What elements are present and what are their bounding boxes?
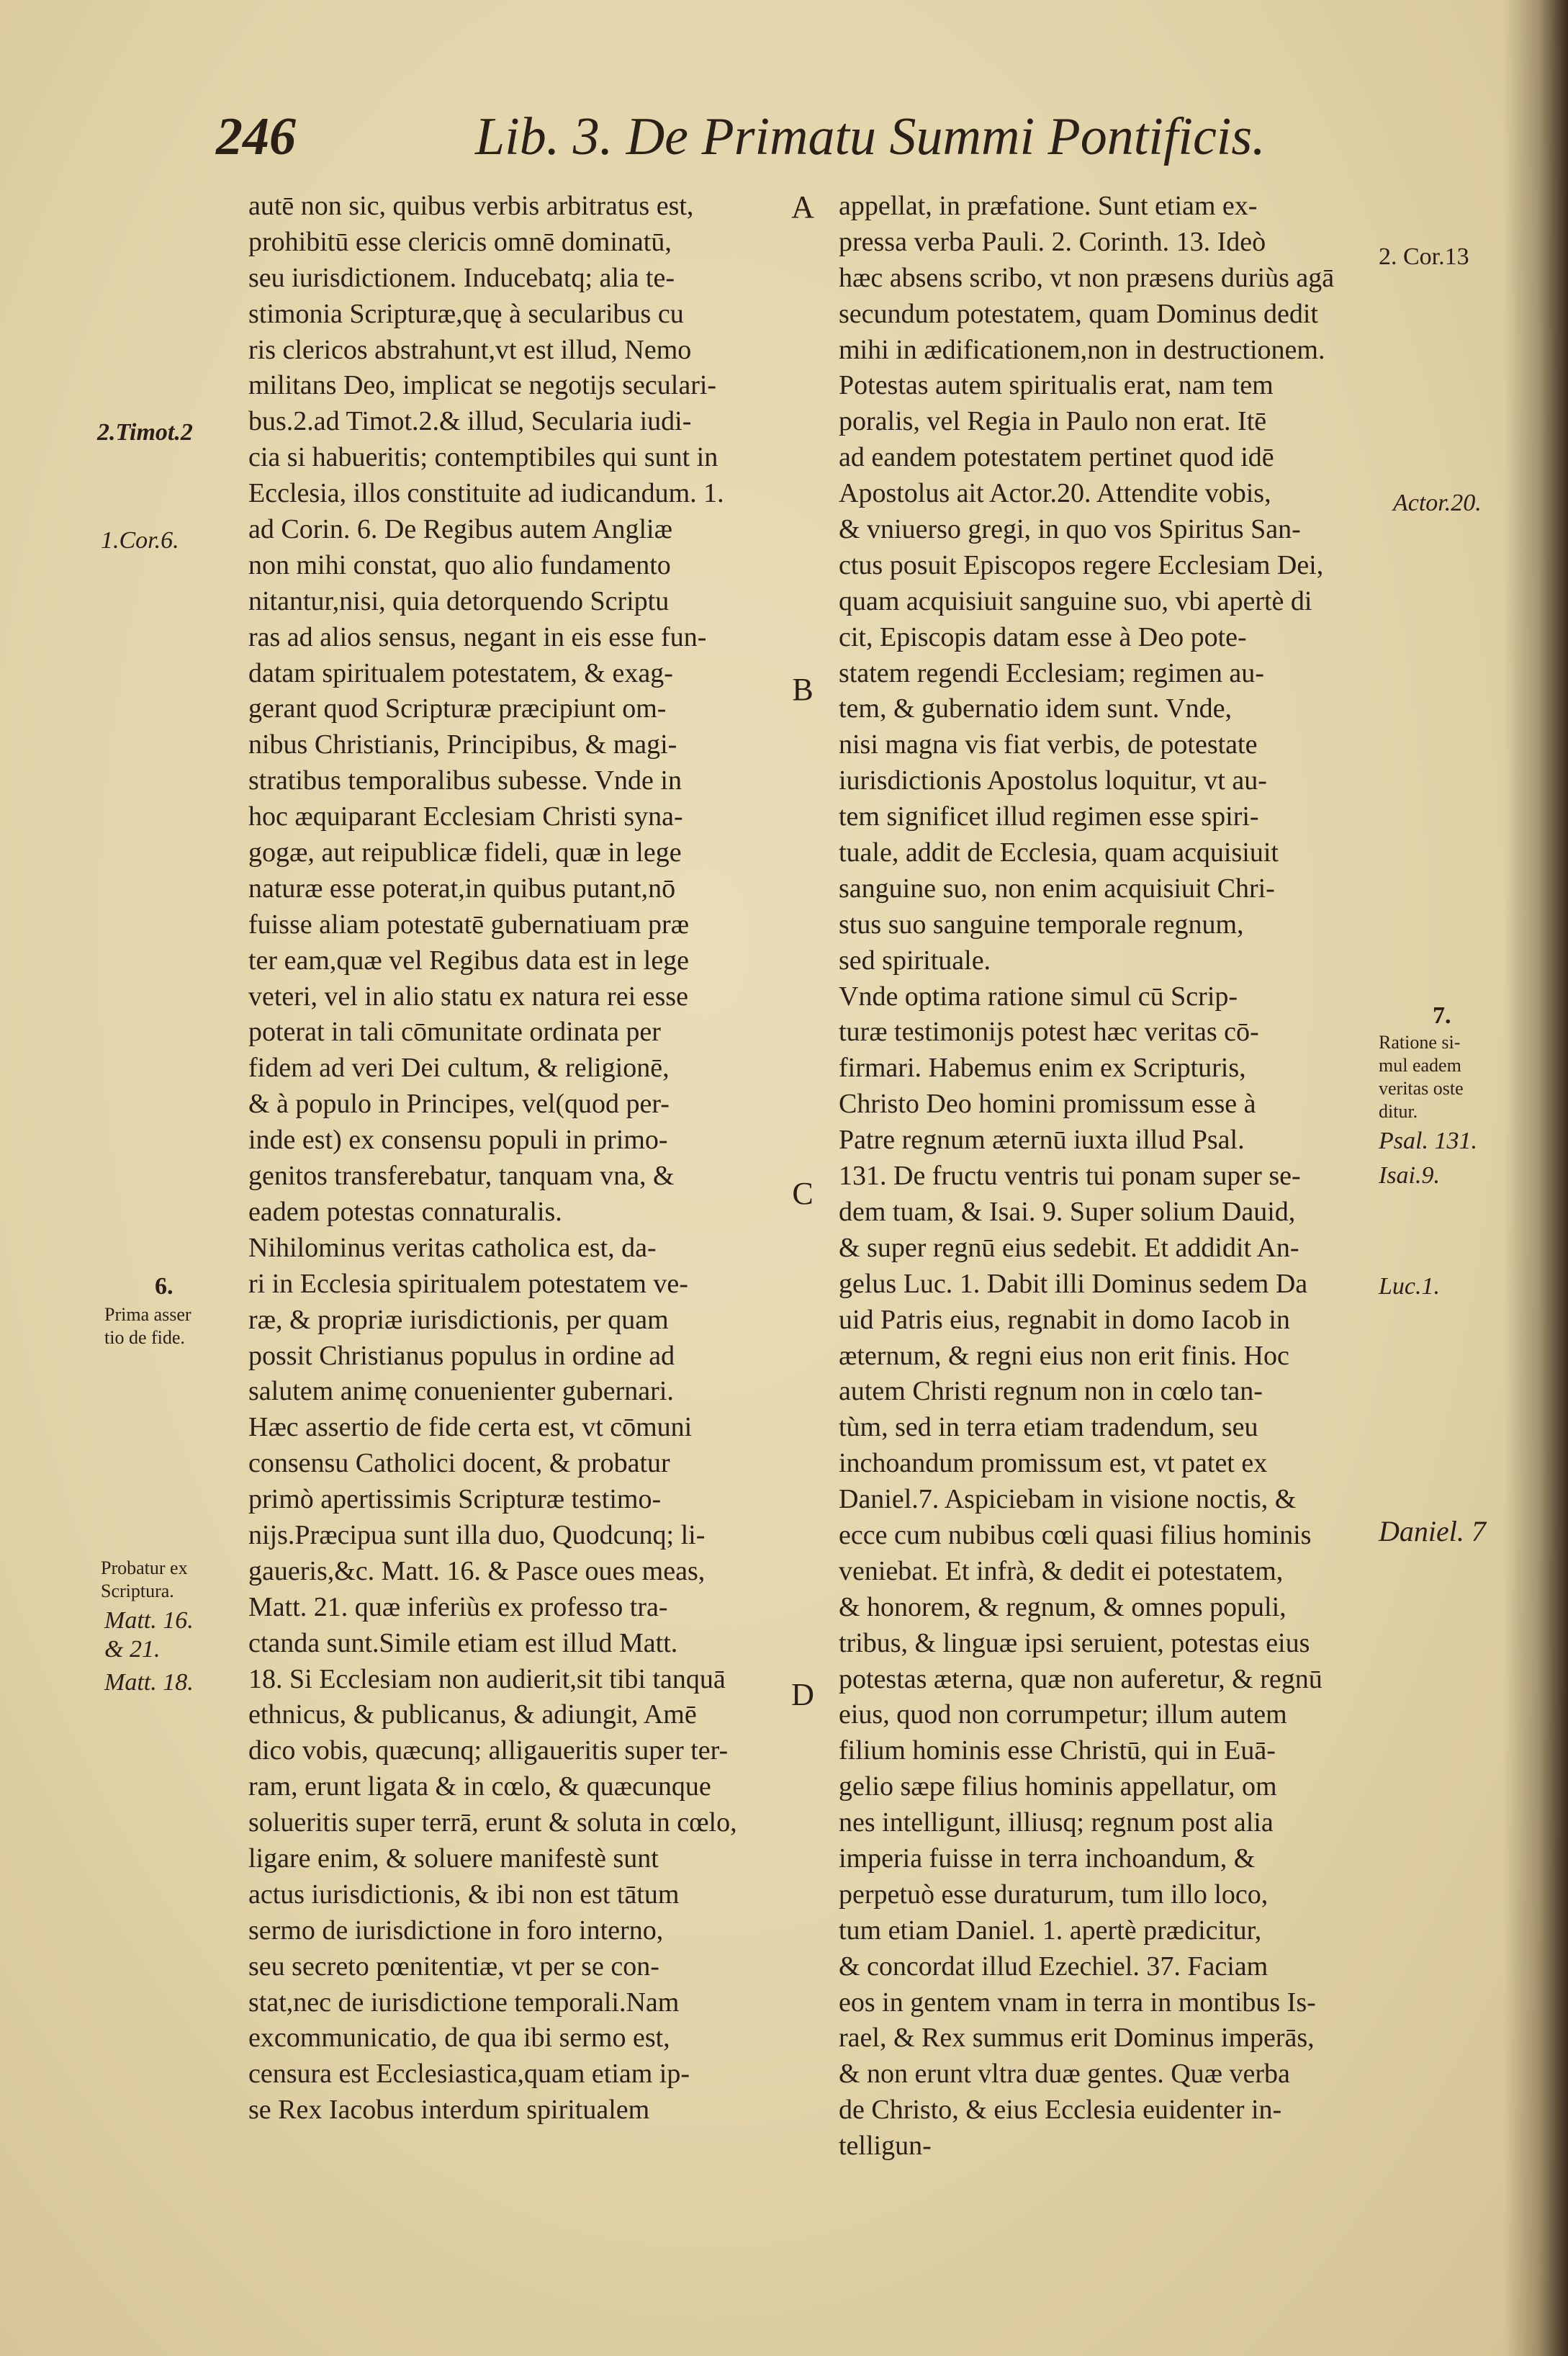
text-line: excommunicatio, de qua ibi sermo est, — [248, 2023, 670, 2054]
text-line: Daniel.7. Aspiciebam in visione noctis, & — [839, 1484, 1297, 1515]
text-line: & honorem, & regnum, & omnes populi, — [839, 1591, 1287, 1622]
text-line: non mihi constat, quo alio fundamento — [248, 549, 671, 580]
text-line: Matt. 21. quæ inferiùs ex professo tra- — [248, 1591, 668, 1622]
margin-note-probatur-line2: Scriptura. — [101, 1581, 174, 1601]
text-line: ræ, & propriæ iurisdictionis, per quam — [248, 1304, 669, 1335]
margin-note-cor: 1.Cor.6. — [101, 527, 179, 554]
margin-note-psal: Psal. 131. — [1379, 1128, 1477, 1154]
text-line: militans Deo, implicat se negotijs seculari- — [248, 370, 717, 401]
text-line: perpetuò esse duraturum, tum illo loco, — [839, 1879, 1269, 1910]
text-line: fuisse aliam potestatē gubernatiuam præ — [248, 909, 690, 940]
text-line: poterat in tali cōmunitate ordinata per — [248, 1017, 661, 1048]
margin-note-ratio-line3: veritas oste — [1379, 1078, 1464, 1099]
text-line: eius, quod non corrumpetur; illum autem — [839, 1699, 1287, 1730]
text-line: hoc æquiparant Ecclesiam Christi syna- — [248, 801, 683, 832]
text-line: iurisdictionis Apostolus loquitur, vt au- — [839, 765, 1267, 796]
text-line: & super regnū eius sedebit. Et addidit An- — [839, 1232, 1299, 1263]
text-line: 18. Si Ecclesiam non audierit,sit tibi tanquā — [248, 1663, 726, 1694]
text-line: & vniuerso gregi, in quo vos Spiritus San- — [839, 514, 1301, 545]
text-line: gaueris,&c. Matt. 16. & Pasce oues meas, — [248, 1555, 706, 1586]
text-line: possit Christianus populus in ordine ad — [248, 1340, 675, 1371]
text-line: quam acquisiuit sanguine suo, vbi apertè di — [839, 585, 1312, 616]
text-line: imperia fuisse in terra inchoandum, & — [839, 1843, 1256, 1874]
text-line: nes intelligunt, illiusq; regnum post alia — [839, 1807, 1274, 1838]
text-line: seu secreto pœnitentiæ, vt per se con- — [248, 1951, 659, 1982]
running-title: Lib. 3. De Primatu Summi Pontificis. — [475, 107, 1266, 166]
text-line: filium hominis esse Christū, qui in Euā- — [839, 1735, 1276, 1766]
margin-note-matt16: Matt. 16. — [104, 1607, 194, 1634]
text-line: censura est Ecclesiastica,quam etiam ip- — [248, 2059, 690, 2090]
text-line: tuale, addit de Ecclesia, quam acquisiuit — [839, 837, 1279, 868]
text-line: Patre regnum æternū iuxta illud Psal. — [839, 1125, 1245, 1156]
text-line: 131. De fructu ventris tui ponam super se- — [839, 1161, 1301, 1192]
text-line: rael, & Rex summus erit Dominus imperās, — [839, 2023, 1315, 2054]
text-line: ctanda sunt.Simile etiam est illud Matt. — [248, 1627, 678, 1658]
text-line: ecce cum nubibus cœli quasi filius hominis — [839, 1519, 1312, 1550]
text-line: dem tuam, & Isai. 9. Super solium Dauid, — [839, 1196, 1296, 1227]
text-line: eadem potestas connaturalis. — [248, 1196, 562, 1227]
text-line: & concordat illud Ezechiel. 37. Faciam — [839, 1951, 1269, 1982]
text-line: Nihilominus veritas catholica est, da- — [248, 1232, 657, 1263]
text-line: stratibus temporalibus subesse. Vnde in — [248, 765, 682, 796]
text-line: Christo Deo homini promissum esse à — [839, 1089, 1256, 1120]
text-line: ad Corin. 6. De Regibus autem Angliæ — [248, 514, 672, 545]
text-line: stus suo sanguine temporale regnum, — [839, 909, 1244, 940]
margin-note-section-6: 6. — [155, 1273, 174, 1300]
margin-note-cor13: 2. Cor.13 — [1379, 243, 1469, 270]
text-line: actus iurisdictionis, & ibi non est tātum — [248, 1879, 680, 1910]
text-line: autem Christi regnum non in cœlo tan- — [839, 1376, 1263, 1407]
margin-note-daniel: Daniel. 7 — [1379, 1515, 1486, 1547]
text-line: sanguine suo, non enim acquisiuit Chri- — [839, 873, 1275, 904]
text-line: ri in Ecclesia spiritualem potestatem ve- — [248, 1268, 688, 1299]
text-line: ctus posuit Episcopos regere Ecclesiam Dei, — [839, 549, 1324, 580]
text-line: Ecclesia, illos constituite ad iudicandum. 1. — [248, 478, 724, 509]
margin-note-luc: Luc.1. — [1379, 1273, 1440, 1300]
text-line: autē non sic, quibus verbis arbitratus est, — [248, 191, 694, 221]
text-line: nijs.Præcipua sunt illa duo, Quodcunq; li- — [248, 1519, 706, 1550]
text-line: bus.2.ad Timot.2.& illud, Secularia iudi- — [248, 406, 692, 437]
text-line: tum etiam Daniel. 1. apertè prædicitur, — [839, 1915, 1262, 1946]
text-line: cia si habueritis; contemptibiles qui sunt in — [248, 442, 718, 473]
text-line: veteri, vel in alio statu ex natura rei esse — [248, 981, 688, 1012]
section-letter-b: B — [792, 672, 814, 707]
text-line: de Christo, & eius Ecclesia euidenter in- — [839, 2095, 1282, 2126]
text-line: ram, erunt ligata & in cœlo, & quæcunque — [248, 1771, 711, 1802]
text-line: gelus Luc. 1. Dabit illi Dominus sedem Da — [839, 1268, 1308, 1299]
text-line: Hæc assertio de fide certa est, vt cōmuni — [248, 1412, 693, 1443]
text-line: sed spirituale. — [839, 945, 991, 976]
text-line: Apostolus ait Actor.20. Attendite vobis, — [839, 478, 1271, 509]
margin-note-ratio-line1: Ratione si- — [1379, 1032, 1461, 1053]
text-line: potestas æterna, quæ non auferetur, & regnū — [839, 1663, 1323, 1694]
text-line: fidem ad veri Dei cultum, & religionē, — [248, 1053, 670, 1084]
margin-note-probatur-line1: Probatur ex — [101, 1557, 188, 1578]
text-line: gelio sæpe filius hominis appellatur, om — [839, 1771, 1277, 1802]
text-line: tùm, sed in terra etiam tradendum, seu — [839, 1412, 1258, 1443]
right-text-column — [839, 189, 1364, 2164]
margin-note-timot: 2.Timot.2 — [97, 419, 193, 446]
text-line: tem significet illud regimen esse spiri- — [839, 801, 1259, 832]
text-line: sermo de iurisdictione in foro interno, — [248, 1915, 664, 1946]
left-text-column — [248, 189, 768, 2128]
margin-note-ratio-line2: mul eadem — [1379, 1055, 1461, 1076]
text-line: cit, Episcopis datam esse à Deo pote- — [839, 621, 1247, 652]
text-line: & à populo in Principes, vel(quod per- — [248, 1089, 670, 1120]
page-header — [216, 107, 1281, 164]
margin-note-assertio-line2: tio de fide. — [104, 1327, 185, 1348]
text-line: primò apertissimis Scripturæ testimo- — [248, 1484, 662, 1515]
text-line: nisi magna vis fiat verbis, de potestate — [839, 729, 1258, 760]
text-line: naturæ esse poterat,in quibus putant,nō — [248, 873, 676, 904]
text-line: nibus Christianis, Principibus, & magi- — [248, 729, 677, 760]
text-line: secundum potestatem, quam Dominus dedit — [839, 298, 1318, 329]
text-line: gogæ, aut reipublicæ fideli, quæ in lege — [248, 837, 682, 868]
text-line: stat,nec de iurisdictione temporali.Nam — [248, 1987, 680, 2018]
section-letter-c: C — [792, 1176, 814, 1211]
text-line: ligare enim, & soluere manifestè sunt — [248, 1843, 659, 1874]
text-line: appellat, in præfatione. Sunt etiam ex- — [839, 191, 1258, 221]
text-line: consensu Catholici docent, & probatur — [248, 1448, 670, 1479]
text-line: poralis, vel Regia in Paulo non erat. Itē — [839, 406, 1267, 437]
text-line: tribus, & linguæ ipsi seruient, potestas eius — [839, 1627, 1310, 1658]
margin-note-isai: Isai.9. — [1379, 1162, 1440, 1189]
text-line: prohibitū esse clericis omnē dominatū, — [248, 226, 672, 257]
text-line: & non erunt vltra duæ gentes. Quæ verba — [839, 2059, 1290, 2090]
text-line: firmari. Habemus enim ex Scripturis, — [839, 1053, 1246, 1084]
text-line: tem, & gubernatio idem sunt. Vnde, — [839, 693, 1232, 724]
page-number: 246 — [216, 107, 296, 166]
margin-note-actor: Actor.20. — [1393, 490, 1482, 516]
margin-note-section-7: 7. — [1433, 1002, 1451, 1029]
text-line: veniebat. Et infrà, & dedit ei potestatem, — [839, 1555, 1284, 1586]
text-line: ras ad alios sensus, negant in eis esse fun- — [248, 621, 707, 652]
text-line: datam spiritualem potestatem, & exag- — [248, 657, 673, 688]
text-line: genitos transferebatur, tanquam vna, & — [248, 1161, 675, 1192]
page-gutter-shadow — [1503, 0, 1568, 2356]
text-line: seu iurisdictionem. Inducebatq; alia te- — [248, 262, 675, 293]
text-line: ris clericos abstrahunt,vt est illud, Nemo — [248, 334, 692, 365]
text-line: inchoandum promissum est, vt patet ex — [839, 1448, 1268, 1479]
text-line: ter eam,quæ vel Regibus data est in lege — [248, 945, 690, 976]
text-line: se Rex Iacobus interdum spiritualem — [248, 2095, 650, 2126]
text-line: mihi in ædificationem,non in destructionem. — [839, 334, 1325, 365]
text-line: Vnde optima ratione simul cū Scrip- — [839, 981, 1238, 1012]
margin-note-and21: & 21. — [104, 1636, 161, 1663]
text-line: inde est) ex consensu populi in primo- — [248, 1125, 668, 1156]
margin-note-assertio-line1: Prima asser — [104, 1304, 192, 1325]
text-line: stimonia Scripturæ,quę à secularibus cu — [248, 298, 684, 329]
text-line: nitantur,nisi, quia detorquendo Scriptu — [248, 585, 670, 616]
text-line: solueritis super terrā, erunt & soluta in cœlo, — [248, 1807, 737, 1838]
text-line: uid Patris eius, regnabit in domo Iacob in — [839, 1304, 1290, 1335]
text-line: ad eandem potestatem pertinet quod idē — [839, 442, 1274, 473]
margin-note-ratio-line4: ditur. — [1379, 1101, 1418, 1122]
text-line: statem regendi Ecclesiam; regimen au- — [839, 657, 1264, 688]
section-letter-a: A — [791, 189, 814, 225]
text-line: Potestas autem spiritualis erat, nam tem — [839, 370, 1274, 401]
text-line: turæ testimonijs potest hæc veritas cō- — [839, 1017, 1259, 1048]
text-line: gerant quod Scripturæ præcipiunt om- — [248, 693, 667, 724]
text-line: hæc absens scribo, vt non præsens duriùs agā — [839, 262, 1335, 293]
section-letter-d: D — [791, 1677, 814, 1712]
text-line: salutem animę conuenienter gubernari. — [248, 1376, 674, 1407]
text-line: pressa verba Pauli. 2. Corinth. 13. Ideò — [839, 226, 1266, 257]
text-line: dico vobis, quæcunq; alligaueritis super ter- — [248, 1735, 729, 1766]
margin-note-matt18: Matt. 18. — [104, 1669, 194, 1696]
text-line: æternum, & regni eius non erit finis. Hoc — [839, 1340, 1289, 1371]
text-line: ethnicus, & publicanus, & adiungit, Amē — [248, 1699, 697, 1730]
text-line: eos in gentem vnam in terra in montibus Is- — [839, 1987, 1316, 2018]
text-line: telligun- — [839, 2131, 932, 2162]
